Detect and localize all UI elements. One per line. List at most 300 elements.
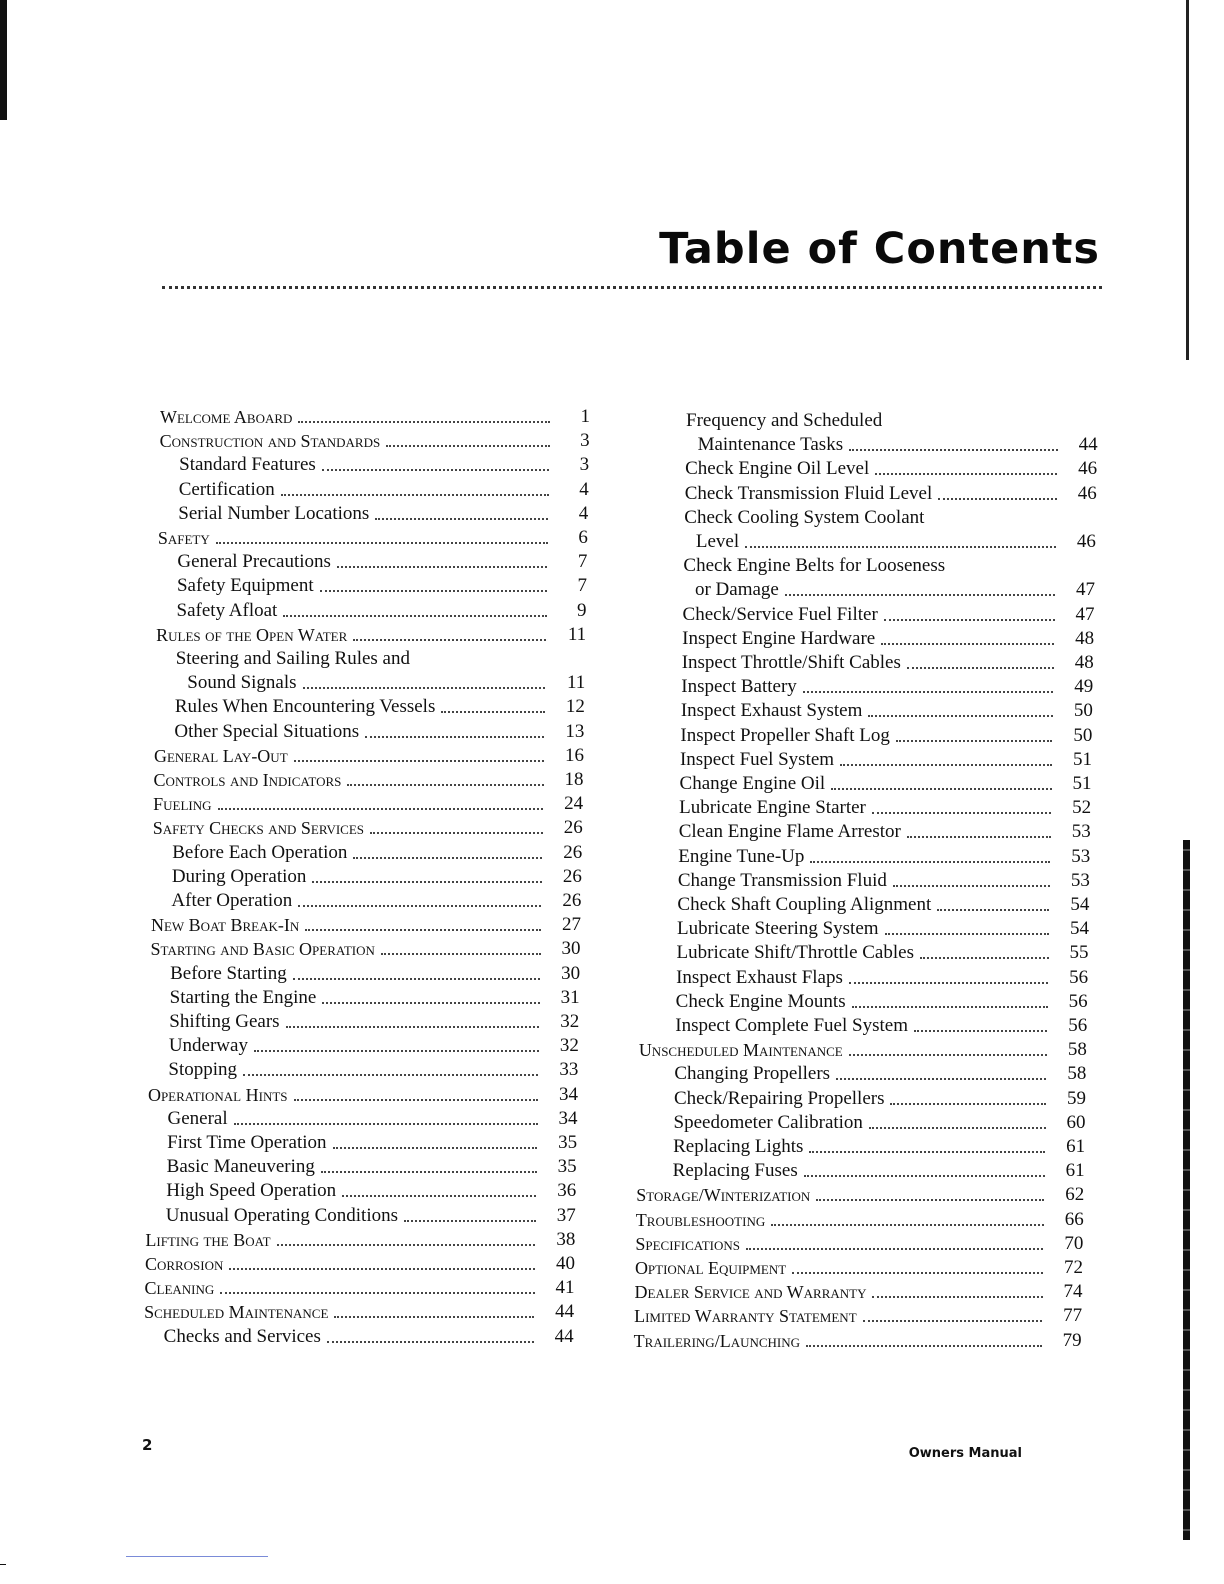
toc-leader-dots: [220, 1292, 534, 1294]
toc-entry-page: 7: [577, 575, 587, 597]
toc-leader-dots: [896, 740, 1053, 742]
toc-entry: [673, 1134, 1085, 1158]
toc-leader-dots: [907, 836, 1051, 838]
toc-entry: [172, 864, 582, 888]
toc-leader-dots: [365, 736, 544, 738]
toc-entry-page: 50: [1073, 724, 1093, 746]
toc-leader-dots: [745, 546, 1056, 548]
toc-entry: [167, 1154, 577, 1178]
toc-leader-dots: [283, 615, 546, 617]
toc-entry-page: 9: [577, 599, 587, 621]
toc-leader-dots: [333, 1147, 538, 1149]
toc-leader-dots: [852, 1006, 1048, 1008]
toc-entry-label: Inspect Exhaust Flaps: [676, 966, 843, 988]
toc-leader-dots: [286, 1026, 540, 1028]
toc-entry-page: 72: [1063, 1257, 1083, 1278]
toc-entry-page: 30: [561, 962, 581, 984]
toc-entry-page: 44: [1078, 434, 1098, 456]
toc-entry: [144, 1299, 574, 1323]
toc-leader-dots: [320, 590, 547, 592]
toc-entry: [177, 549, 587, 573]
toc-entry: [673, 1158, 1085, 1182]
toc-entry-page: 6: [578, 527, 588, 548]
toc-entry-label: Safety Checks and Services: [152, 818, 365, 839]
toc-entry-label: Lubricate Steering System: [676, 918, 879, 940]
toc-leader-dots: [370, 832, 543, 834]
scan-edge-right: [1186, 0, 1189, 360]
toc-entry: [684, 505, 1096, 529]
toc-entry-page: 48: [1075, 627, 1095, 649]
toc-entry: [153, 815, 583, 839]
toc-entry-page: 7: [577, 551, 588, 573]
toc-entry-label: High Speed Operation: [166, 1180, 337, 1202]
toc-entry-label: Change Engine Oil: [679, 773, 826, 794]
toc-entry-page: 66: [1064, 1208, 1084, 1230]
toc-entry-label: Starting the Engine: [169, 986, 317, 1008]
toc-entry-label: Fueling: [153, 794, 212, 815]
toc-entry: [674, 1061, 1086, 1085]
toc-entry: [166, 1178, 576, 1202]
toc-leader-dots: [281, 494, 549, 496]
toc-entry: [677, 916, 1089, 940]
toc-entry-page: 46: [1076, 531, 1096, 552]
toc-entry-label: Scheduled Maintenance: [144, 1302, 329, 1323]
toc-entry: [680, 771, 1092, 795]
toc-entry-label: Replacing Lights: [673, 1136, 804, 1157]
toc-entry: [685, 456, 1097, 480]
toc-entry-page: 47: [1075, 603, 1095, 625]
toc-entry-label: Inspect Fuel System: [679, 748, 835, 770]
toc-entry-page: 54: [1070, 894, 1090, 915]
toc-entry: [674, 1086, 1086, 1110]
toc-leader-dots: [322, 1002, 539, 1004]
toc-leader-dots: [836, 1078, 1046, 1080]
toc-entry-label: Clean Engine Flame Arrestor: [678, 821, 901, 843]
toc-leader-dots: [868, 715, 1052, 717]
toc-entry-label: General Precautions: [177, 551, 331, 573]
toc-entry: [145, 1251, 575, 1275]
toc-entry: [634, 1303, 1082, 1327]
toc-leader-dots: [806, 1345, 1042, 1347]
toc-entry: [679, 819, 1091, 843]
footer-manual-title: Owners Manual: [908, 1446, 1022, 1461]
toc-entry-label: Trailering/Launching: [633, 1330, 801, 1351]
toc-entry: [167, 1130, 577, 1154]
toc-entry-page: 58: [1067, 1063, 1087, 1085]
toc-entry-label: Inspect Propeller Shaft Log: [680, 724, 890, 746]
toc-entry-page: 77: [1063, 1305, 1083, 1327]
toc-entry-page: 44: [555, 1301, 575, 1323]
toc-leader-dots: [277, 1244, 536, 1246]
toc-leader-dots: [386, 445, 549, 447]
toc-entry-label: Certification: [178, 478, 275, 500]
toc-entry-label: Limited Warranty Statement: [634, 1306, 857, 1327]
toc-entry-page: 31: [560, 986, 580, 1008]
toc-entry: [174, 719, 584, 743]
toc-entry: [168, 1106, 578, 1130]
toc-entry: [682, 650, 1094, 674]
toc-entry-page: 61: [1065, 1160, 1085, 1182]
toc-entry: [679, 795, 1091, 819]
toc-leader-dots: [884, 619, 1055, 621]
toc-entry-page: 35: [558, 1132, 578, 1153]
toc-entry-page: 1: [580, 406, 590, 427]
toc-entry: [677, 892, 1089, 916]
toc-leader-dots: [771, 1224, 1044, 1226]
toc-entry-label: Inspect Engine Hardware: [682, 627, 876, 649]
toc-entry-label: Stopping: [168, 1059, 237, 1081]
toc-entry-page: 3: [580, 430, 590, 452]
toc-entry-label: Underway: [168, 1035, 248, 1057]
toc-entry-label: Check Engine Mounts: [675, 990, 846, 1012]
toc-entry: [169, 1009, 579, 1033]
page-title: Table of Contents: [659, 224, 1100, 274]
toc-entry-page: 44: [554, 1325, 574, 1347]
toc-entry-page: 13: [565, 720, 585, 742]
toc-leader-dots: [243, 1074, 538, 1076]
toc-leader-dots: [294, 760, 544, 762]
toc-leader-dots: [890, 1103, 1045, 1105]
toc-entry-label: Check Engine Belts for Looseness: [683, 555, 946, 577]
toc-entry-label: Basic Maneuvering: [166, 1156, 315, 1178]
toc-entry-label: Unscheduled Maintenance: [638, 1040, 843, 1061]
toc-entry: [635, 1231, 1083, 1255]
toc-entry-label: Lubricate Shift/Throttle Cables: [676, 942, 914, 964]
toc-entry-page: 53: [1071, 845, 1091, 867]
toc-entry-page: 38: [556, 1228, 576, 1250]
toc-entry-label: Checks and Services: [163, 1325, 321, 1347]
toc-entry-label: Sound Signals: [187, 672, 297, 694]
toc-entry-page: 30: [561, 938, 581, 960]
toc-entry-label: Serial Number Locations: [178, 502, 370, 524]
toc-entry-label: Before Starting: [170, 962, 287, 984]
toc-entry-label: Construction and Standards: [159, 431, 381, 452]
toc-entry-label: Inspect Exhaust System: [680, 700, 863, 722]
title-dotted-rule: [162, 286, 1102, 289]
toc-entry-label: or Damage: [694, 579, 779, 601]
toc-leader-dots: [305, 929, 541, 931]
toc-entry: [154, 743, 584, 767]
toc-entry: [158, 525, 588, 549]
toc-leader-dots: [869, 1127, 1046, 1129]
toc-entry: [175, 694, 585, 718]
toc-entry-label: Starting and Basic Operation: [150, 939, 375, 960]
toc-leader-dots: [312, 881, 541, 883]
toc-entry-page: 79: [1062, 1329, 1082, 1351]
toc-entry-page: 27: [561, 914, 581, 936]
toc-leader-dots: [920, 957, 1049, 959]
toc-entry-label: New Boat Break-In: [150, 915, 300, 936]
toc-entry: [678, 868, 1090, 892]
toc-entry: [675, 1013, 1087, 1037]
toc-leader-dots: [337, 566, 547, 568]
toc-leader-dots: [746, 1248, 1043, 1250]
toc-entry: [635, 1255, 1083, 1279]
toc-entry: [179, 477, 589, 501]
toc-entry: [680, 747, 1092, 771]
toc-entry-page: 35: [557, 1156, 577, 1178]
toc-leader-dots: [218, 808, 544, 810]
toc-entry-label: Speedometer Calibration: [673, 1111, 863, 1133]
toc-entry-label: Safety Equipment: [176, 575, 314, 597]
toc-entry: [680, 723, 1092, 747]
toc-leader-dots: [872, 1296, 1042, 1298]
toc-entry-label: Unusual Operating Conditions: [165, 1204, 398, 1226]
toc-entry-label: Safety: [157, 528, 210, 548]
toc-leader-dots: [937, 909, 1049, 911]
toc-leader-dots: [804, 1175, 1045, 1177]
toc-entry-label: Dealer Service and Warranty: [634, 1282, 867, 1303]
toc-leader-dots: [353, 857, 542, 859]
toc-leader-dots: [907, 667, 1054, 669]
toc-entry-label: Troubleshooting: [635, 1209, 766, 1230]
toc-leader-dots: [216, 542, 548, 544]
toc-entry-label: General Lay-Out: [153, 745, 288, 766]
toc-entry-page: 46: [1078, 458, 1098, 480]
toc-entry-label: Check/Repairing Propellers: [673, 1087, 885, 1109]
toc-entry: [160, 404, 590, 428]
toc-leader-dots: [381, 953, 541, 955]
scan-edge-right-lower: [1183, 840, 1190, 1540]
toc-entry-page: 26: [562, 890, 582, 911]
toc-entry-page: 55: [1069, 942, 1089, 964]
toc-entry-label: Other Special Situations: [174, 720, 360, 742]
toc-leader-dots: [875, 473, 1057, 475]
toc-leader-dots: [849, 982, 1048, 984]
scan-mark: [126, 1556, 268, 1557]
toc-entry-label: Inspect Throttle/Shift Cables: [681, 652, 901, 673]
toc-leader-dots: [293, 978, 540, 980]
toc-leader-dots: [809, 1151, 1045, 1153]
toc-entry-label: Check/Service Fuel Filter: [682, 603, 878, 625]
toc-entry-label: Before Each Operation: [172, 841, 348, 863]
toc-entry: [696, 529, 1096, 553]
toc-leader-dots: [234, 1123, 538, 1125]
toc-entry-label: Maintenance Tasks: [697, 434, 844, 456]
toc-entry-page: 70: [1064, 1232, 1084, 1254]
toc-entry-page: 59: [1066, 1087, 1086, 1109]
toc-leader-dots: [803, 691, 1053, 693]
toc-entry-page: 3: [579, 454, 590, 476]
toc-entry-label: Check Shaft Coupling Alignment: [677, 894, 932, 915]
toc-entry-page: 36: [557, 1180, 577, 1202]
toc-entry: [677, 940, 1089, 964]
toc-entry-label: Controls and Indicators: [153, 770, 342, 790]
toc-leader-dots: [298, 905, 541, 907]
toc-entry-page: 52: [1072, 797, 1092, 819]
toc-entry: [170, 961, 580, 985]
toc-entry: [681, 674, 1093, 698]
toc-entry-label: Inspect Complete Fuel System: [675, 1015, 908, 1036]
toc-entry: [686, 408, 1098, 432]
toc-leader-dots: [792, 1272, 1043, 1274]
toc-entry-page: 11: [566, 672, 586, 694]
scan-tick: [0, 1564, 6, 1565]
toc-leader-dots: [404, 1220, 536, 1222]
toc-leader-dots: [810, 861, 1050, 863]
toc-entry: [636, 1182, 1084, 1206]
toc-entry-page: 4: [579, 478, 589, 500]
toc-leader-dots: [881, 643, 1054, 645]
toc-leader-dots: [254, 1050, 539, 1052]
toc-entry-page: 54: [1069, 918, 1089, 940]
toc-leader-dots: [321, 1171, 537, 1173]
toc-entry: [635, 1279, 1083, 1303]
toc-entry: [170, 985, 580, 1009]
toc-entry-label: Safety Afloat: [176, 599, 278, 621]
toc-entry-page: 18: [564, 769, 584, 790]
toc-entry: [187, 670, 585, 694]
toc-leader-dots: [298, 421, 550, 423]
toc-entry-page: 62: [1065, 1184, 1085, 1206]
toc-entry-label: Corrosion: [144, 1254, 224, 1274]
toc-entry-label: First Time Operation: [167, 1132, 327, 1153]
toc-entry-page: 40: [555, 1253, 575, 1274]
toc-entry: [678, 844, 1090, 868]
toc-leader-dots: [816, 1199, 1044, 1201]
toc-entry-page: 24: [564, 793, 584, 815]
toc-leader-dots: [914, 1030, 1047, 1032]
toc-entry: [676, 965, 1088, 989]
toc-leader-dots: [831, 788, 1051, 790]
toc-entry-label: Replacing Fuses: [672, 1160, 798, 1182]
toc-entry-page: 48: [1074, 652, 1094, 673]
toc-entry: [636, 1207, 1084, 1231]
toc-entry: [153, 791, 583, 815]
toc-entry: [151, 912, 581, 936]
toc-entry: [683, 602, 1095, 626]
toc-leader-dots: [885, 933, 1049, 935]
footer-page-number: 2: [142, 1436, 153, 1454]
toc-entry-label: Engine Tune-Up: [678, 845, 805, 867]
toc-entry-label: During Operation: [171, 865, 307, 887]
toc-leader-dots: [322, 469, 549, 471]
toc-entry: [145, 1275, 575, 1299]
toc-entry: [172, 840, 582, 864]
toc-entry: [177, 598, 587, 622]
toc-leader-dots: [229, 1268, 535, 1270]
toc-leader-dots: [327, 1341, 534, 1343]
toc-entry-page: 51: [1072, 773, 1092, 794]
toc-entry-page: 50: [1073, 700, 1093, 722]
toc-entry-page: 11: [567, 623, 587, 645]
toc-leader-dots: [294, 1099, 538, 1101]
toc-entry-label: Check Transmission Fluid Level: [684, 482, 933, 504]
toc-entry: [683, 553, 1095, 577]
toc-entry-page: 58: [1067, 1039, 1087, 1061]
toc-entry-page: 74: [1063, 1281, 1083, 1303]
toc-entry-label: Steering and Sailing Rules and: [175, 648, 410, 669]
toc-entry: [676, 989, 1088, 1013]
toc-entry: [634, 1328, 1082, 1352]
toc-entry-page: 33: [559, 1059, 579, 1081]
toc-leader-dots: [375, 518, 548, 520]
toc-entry-label: Specifications: [635, 1233, 741, 1254]
toc-leader-dots: [938, 498, 1056, 500]
toc-entry-page: 16: [564, 744, 584, 766]
toc-entry: [164, 1324, 574, 1348]
toc-leader-dots: [353, 639, 546, 641]
toc-entry-label: Standard Features: [179, 454, 316, 476]
toc-entry-page: 34: [558, 1083, 578, 1105]
toc-entry-label: Optional Equipment: [634, 1258, 787, 1278]
toc-entry-label: Rules of the Open Water: [156, 624, 348, 645]
toc-leader-dots: [303, 687, 546, 689]
toc-entry-label: Lubricate Engine Starter: [679, 797, 866, 819]
toc-entry-label: General: [167, 1107, 228, 1129]
toc-leader-dots: [863, 1320, 1042, 1322]
toc-entry-label: Changing Propellers: [674, 1063, 831, 1085]
toc-entry-label: Welcome Aboard: [160, 407, 293, 427]
toc-leader-dots: [849, 449, 1057, 451]
toc-entry-label: Inspect Battery: [681, 676, 797, 698]
toc-entry-label: Rules When Encountering Vessels: [174, 696, 436, 718]
toc-entry: [698, 432, 1098, 456]
toc-entry: [145, 1227, 575, 1251]
toc-entry-label: Lifting the Boat: [145, 1229, 271, 1250]
toc-leader-dots: [840, 764, 1052, 766]
toc-entry-label: Level: [695, 531, 740, 552]
toc-entry-page: 4: [578, 502, 589, 524]
toc-entry-page: 12: [565, 696, 585, 718]
toc-entry: [639, 1037, 1087, 1061]
toc-entry-page: 26: [563, 841, 583, 863]
toc-entry-label: Storage/Winterization: [636, 1185, 811, 1206]
toc-entry: [695, 577, 1095, 601]
toc-leader-dots: [441, 711, 544, 713]
toc-entry: [177, 573, 587, 597]
toc-entry: [179, 452, 589, 476]
toc-entry-page: 53: [1071, 821, 1091, 843]
toc-entry-page: 32: [560, 1011, 580, 1032]
toc-entry-page: 26: [563, 817, 583, 839]
toc-entry-page: 32: [559, 1035, 579, 1057]
toc-entry: [171, 888, 581, 912]
toc-leader-dots: [872, 812, 1051, 814]
toc-entry: [685, 481, 1097, 505]
toc-entry-page: 46: [1077, 482, 1097, 504]
toc-leader-dots: [334, 1316, 534, 1318]
toc-entry-page: 26: [562, 865, 582, 887]
toc-entry: [156, 622, 586, 646]
toc-entry: [176, 646, 586, 670]
toc-entry: [148, 1082, 578, 1106]
toc-entry: [169, 1033, 579, 1057]
scan-edge-left: [0, 0, 7, 120]
toc-entry-page: 51: [1072, 748, 1092, 770]
toc-entry-page: 61: [1066, 1136, 1086, 1157]
toc-entry: [681, 698, 1093, 722]
toc-entry-label: Operational Hints: [147, 1084, 288, 1105]
toc-entry-label: Check Cooling System Coolant: [684, 506, 925, 528]
toc-entry-label: After Operation: [171, 890, 293, 911]
toc-entry: [682, 626, 1094, 650]
toc-entry: [168, 1057, 578, 1081]
toc-entry-page: 41: [555, 1277, 575, 1299]
toc-entry-page: 37: [556, 1204, 576, 1226]
toc-entry-page: 34: [558, 1107, 578, 1129]
toc-entry: [178, 501, 588, 525]
toc-entry-label: Change Transmission Fluid: [677, 869, 887, 891]
toc-entry-label: Check Engine Oil Level: [685, 458, 870, 480]
toc-entry-label: Frequency and Scheduled: [686, 410, 883, 431]
toc-leader-dots: [342, 1195, 536, 1197]
toc-entry: [154, 767, 584, 791]
toc-leader-dots: [849, 1054, 1047, 1056]
toc-entry-page: 56: [1068, 990, 1088, 1012]
toc-entry-page: 56: [1068, 1015, 1088, 1036]
toc-entry-label: Shifting Gears: [169, 1011, 280, 1032]
